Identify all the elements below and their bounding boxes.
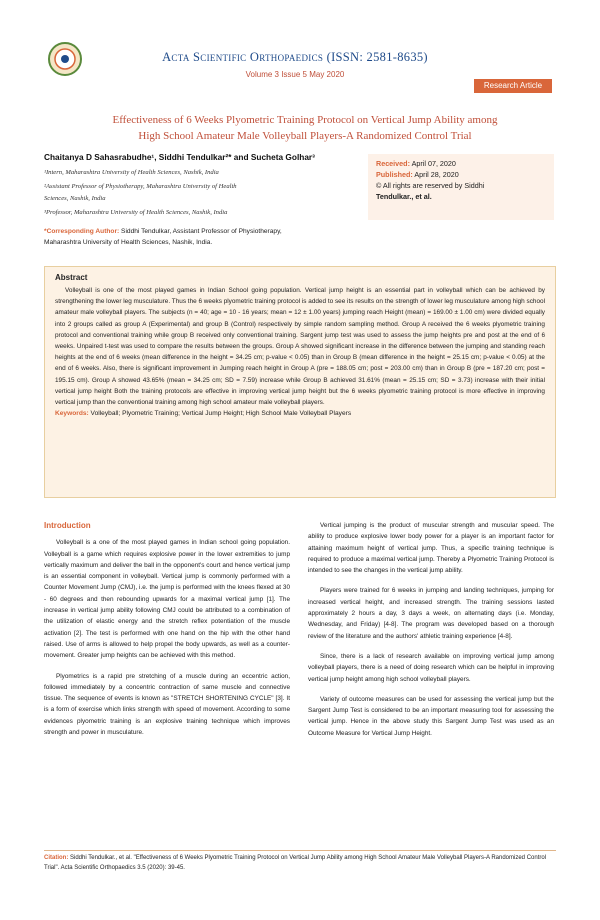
- journal-logo: [48, 42, 82, 76]
- keywords: [55, 410, 545, 417]
- corresponding-line-2: Maharashtra University of Health Sciences, Nashik, India.: [44, 239, 213, 246]
- right-column: [308, 520, 554, 748]
- corresponding-label: *Corresponding Author:: [44, 228, 120, 235]
- citation-text: Siddhi Tendulkar., et al. "Effectiveness of 6 Weeks Plyometric Training Protocol on Vertical Jump Ability among High School Amateur Male Volleyball Players-A Randomized Control Trial". Acta Scientific Orthopaedics 3.5 (2020): 39-45.: [44, 855, 547, 871]
- article-title-line-1: Effectiveness of 6 Weeks Plyometric Training Protocol on Vertical Jump Ability among: [112, 114, 498, 126]
- affiliation-3: ³Professor, Maharashtra University of Health Sciences, Nashik, India: [44, 209, 228, 216]
- rights-line-2: Tendulkar., et al.: [376, 192, 432, 201]
- article-type-badge: Research Article: [474, 79, 552, 93]
- received-label: Received:: [376, 159, 410, 168]
- author-list: Chaitanya D Sahasrabudhe¹, Siddhi Tendulkar²* and Sucheta Golhar³: [44, 152, 315, 162]
- abstract-text: Volleyball is one of the most played games in Indian School going population. Vertical jump height is an essential part in volleyball which can be achieved by strengthening the lower leg musculature. Thus the 6 weeks plyometric training protocol is added to see its results on the strength of lower leg musculature among high school amateur male volleyball players. The subjects (n = 40; age = 10 - 16 years; mean = 12 ± 1.00 years) jumping reach Height (mean) = 169.00 ± 1.00 cm) were divided equally into 2 groups called as group A (Experimental) and group B (Control) respectively by simple random sampling method. Group A received the 6 weeks plyometric training protocol and conventional training while group B received only conventional training. Sargent jump test was used to assess the jump heights pre and post at the end of 6 weeks. Unpaired t-test was used to compare the results between the groups. Group A showed significant increase in the difference between the jumping and standing reach heights at the end of 6 weeks (mean difference in the height = 34.25 cm; p-value < 0.05) than in Group B (mean difference in the height = 25.15 cm; p-value < 0.05) at the end of 6 weeks. Also, there is significant improvement in Jumping reach height in Group A (pre = 188.05 cm; post = 203.00 cm) than in Group B (pre = 187.20 cm; post = 195.15 cm). Group A showed 43.65% (mean = 34.25 cm; SD = 7.59) increase while Group B achieved 31.61% (mean = 25.15 cm; SD = 3.73) increase with their initial vertical jump height Both the training protocols are effective in improving vertical jump height but the 6 weeks plyometric training protocol is more effective in improving vertical jump than the conventional training among high school amateur male volleyball players.: [55, 287, 545, 407]
- intro-paragraph-5: Since, there is a lack of research available on improving vertical jump among volleyball players, there is a need of doing research which can be helpful in improving vertical jump height among high school volleyball players.: [308, 652, 554, 683]
- citation-footer: [44, 853, 556, 873]
- footer-divider: [44, 850, 556, 851]
- intro-paragraph-6: Variety of outcome measures can be used for assessing the vertical jump but the Sargent Jump Test is considered to be an important measuring tool for assessing the vertical jump. Hence in the above study this Sargent Jump Test was used as an Outcome Measure for Vertical Jump Height.: [308, 695, 554, 737]
- article-title: [60, 112, 550, 144]
- keywords-label: Keywords:: [55, 410, 89, 418]
- corresponding-author: [44, 226, 364, 248]
- abstract-box: [44, 266, 556, 498]
- received-date: April 07, 2020: [409, 159, 456, 168]
- page-header: [0, 0, 600, 92]
- intro-paragraph-1: Volleyball is a one of the most played games in Indian school going population. Volleyball is a game which requires explosive power in the lower extremities to jump vertically maximum and deliver the ball in the opponent's court and hence vertical jump is an essential component in volleyball. Vertical jump is commonly performed with a Counter Movement Jump (CMJ), i.e. the jump is performed with the knees flexed at 30 - 60 degrees and then rebounding upwards for a maximal vertical jump [1]. The increase in vertical jump ability following CMJ could be attributed to a combination of the utilization of elastic energy and the stretch reflex potentiation of the muscle activation [2]. The test is performed with one hand on the hip with the other hand raised. Use of arms is allowed to help propel the body upwards, as well as a counter-movement. Greater jump heights can be achieved with this method.: [44, 539, 290, 660]
- corresponding-line-1: Siddhi Tendulkar, Assistant Professor of Physiotherapy,: [119, 228, 282, 235]
- abstract-heading: Abstract: [55, 273, 88, 282]
- affiliation-2-line-2: Sciences, Nashik, India: [44, 195, 106, 202]
- article-title-line-2: High School Amateur Male Volleyball Players-A Randomized Control Trial: [138, 130, 472, 142]
- article-dates-box: [368, 154, 554, 220]
- rights-line-1: © All rights are reserved by Siddhi: [376, 181, 485, 190]
- published-label: Published:: [376, 170, 413, 179]
- introduction-heading: Introduction: [44, 521, 91, 530]
- left-column: [44, 520, 290, 747]
- intro-paragraph-2: Plyometrics is a rapid pre stretching of a muscle during an eccentric action, followed immediately by a concentric contraction of same muscle and connective tissue. The sequence of events is known as "STRETCH SHORTENING CYCLE" [3]. It is a form of exercise which links strength with speed of movement. According to some evidences plyometric training is an explosive training technique which improves strength and power in musculature.: [44, 672, 290, 737]
- issue-info: Volume 3 Issue 5 May 2020: [245, 70, 345, 79]
- intro-paragraph-4: Players were trained for 6 weeks in jumping and landing techniques, jumping for increased vertical height, and increased strength. The training sessions lasted approximately 2 hours a day, 3 days a week, on alternating days (i.e. Monday, Wednesday, and Friday) [4-8]. The program was developed based on a thorough review of the literature and the authors' athletic training experience [4-8].: [308, 587, 554, 640]
- intro-paragraph-3: Vertical jumping is the product of muscular strength and muscular speed. The ability to produce explosive lower body power for a player is an important factor for attaining maximum height of vertical jump. Thus, a specific training technique is required to produce a maximal vertical jump. Thereby a Plyometric Training Protocol is intended to see the changes in the vertical jump ability.: [308, 522, 554, 575]
- keywords-text: Volleyball; Plyometric Training; Vertical Jump Height; High School Male Volleyball Players: [88, 410, 352, 418]
- affiliation-1: ¹Intern, Maharashtra University of Health Sciences, Nashik, India: [44, 169, 219, 176]
- journal-title: Acta Scientific Orthopaedics (ISSN: 2581-8635): [162, 50, 428, 64]
- published-date: April 28, 2020: [412, 170, 459, 179]
- citation-label: Citation:: [44, 855, 69, 861]
- affiliation-2-line-1: ²Assistant Professor of Physiotherapy, Maharashtra University of Health: [44, 183, 237, 190]
